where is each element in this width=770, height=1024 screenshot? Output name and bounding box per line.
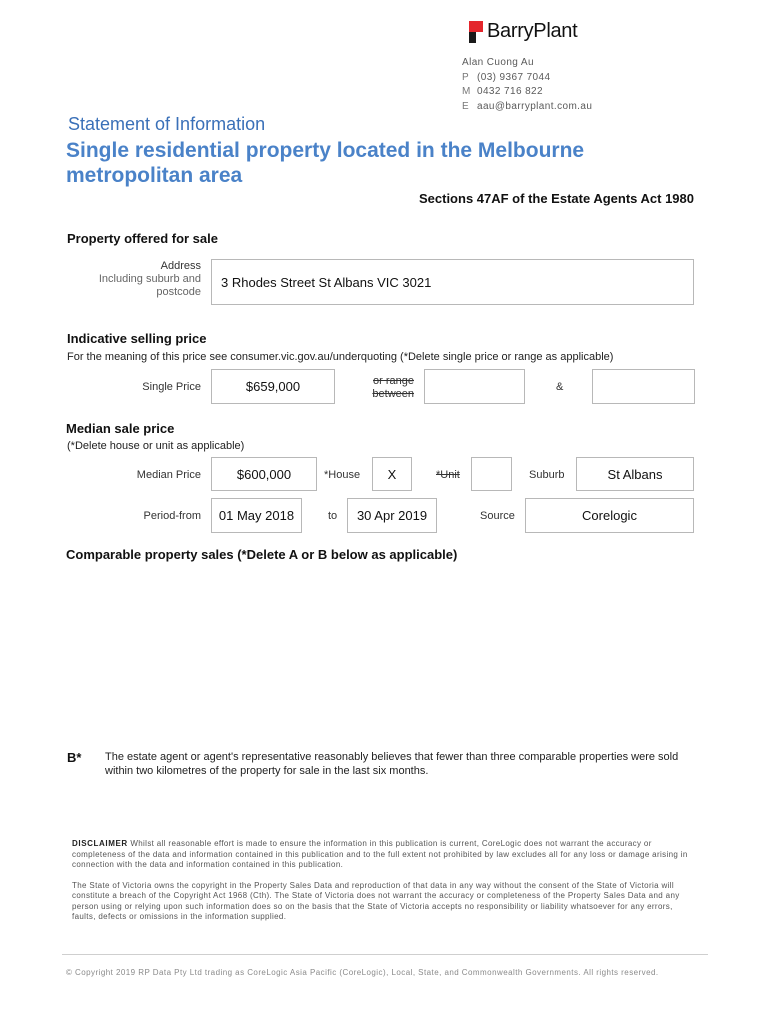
house-value: X — [387, 466, 397, 482]
single-price-value: $659,000 — [245, 379, 301, 394]
median-note: (*Delete house or unit as applicable) — [67, 440, 245, 452]
median-heading: Median sale price — [66, 421, 175, 436]
document-title: Single residential property located in the Melbourne metropolitan area — [66, 139, 585, 187]
address-field[interactable] — [211, 259, 694, 305]
option-b-label: B* — [67, 750, 82, 765]
period-to-value: 30 Apr 2019 — [356, 508, 428, 523]
option-b-text: The estate agent or agent's representative reasonably believes that fewer than three comparable properties were sold within two kilometres of the property for sale in the last six months. — [105, 751, 679, 777]
suburb-field[interactable] — [576, 457, 694, 491]
agent-name: Alan Cuong Au — [462, 57, 534, 68]
disclaimer — [72, 839, 690, 933]
median-price-value: $600,000 — [236, 466, 292, 482]
mobile-label: M — [462, 86, 471, 97]
source-value: Corelogic — [582, 508, 637, 523]
address-label-line: postcode — [156, 286, 201, 298]
agent-phone: (03) 9367 7044 — [477, 71, 551, 83]
period-to-label: to — [328, 510, 338, 522]
phone-label: P — [462, 71, 470, 83]
range-label — [348, 375, 414, 401]
indicative-heading: Indicative selling price — [67, 331, 207, 346]
address-label-line: Address — [160, 260, 201, 272]
single-price-field[interactable] — [211, 369, 335, 404]
email-label: E — [462, 100, 470, 112]
period-from-value: 01 May 2018 — [218, 508, 295, 523]
suburb-label: Suburb — [529, 469, 565, 481]
logo-text: BarryPlant — [487, 20, 578, 42]
source-label: Source — [480, 510, 515, 522]
range-label-line: between — [372, 388, 414, 400]
agent-mobile: 0432 716 822 — [477, 86, 543, 97]
agent-email: aau@barryplant.com.au — [477, 100, 593, 112]
range-low-field[interactable] — [424, 369, 525, 404]
barryplant-logo — [469, 20, 577, 43]
agent-details — [462, 56, 592, 114]
logo-mark-icon — [469, 21, 483, 43]
address-label — [70, 260, 201, 299]
range-ampersand: & — [556, 381, 564, 393]
footer-divider — [62, 954, 708, 955]
address-label-line: Including suburb and — [98, 273, 201, 285]
range-label-line: or range — [373, 375, 414, 387]
source-field[interactable] — [525, 498, 694, 533]
unit-field[interactable] — [471, 457, 512, 491]
period-from-label: Period-from — [143, 510, 201, 522]
disclaimer-label: DISCLAIMER — [72, 839, 128, 848]
median-price-label: Median Price — [136, 469, 201, 481]
house-field[interactable] — [372, 457, 412, 491]
suburb-value: St Albans — [607, 466, 663, 482]
period-from-field[interactable] — [211, 498, 302, 533]
footer-copyright: © Copyright 2019 RP Data Pty Ltd trading as CoreLogic Asia Pacific (CoreLogic), Local, State, and Commonwealth Governments. All rights reserved. — [66, 968, 659, 977]
comparable-heading: Comparable property sales (*Delete A or B below as applicable) — [66, 547, 458, 562]
address-value: 3 Rhodes Street St Albans VIC 3021 — [221, 275, 432, 290]
copyright-notice-text: The State of Victoria owns the copyright in the Property Sales Data and reproduction of that data in any way without the consent of the State of Victoria will constitute a breach of the Copyright Act 1968 (Cth). The State of Victoria does not warrant the accuracy or completeness of the Property Sales Data and any person using or relying upon such information does so on the basis that the State of Victoria accepts no responsibility or liability whatsoever for any errors, faults, defects or omissions in the information supplied. — [72, 880, 680, 921]
period-to-field[interactable] — [347, 498, 437, 533]
act-sections: Sections 47AF of the Estate Agents Act 1980 — [418, 191, 694, 206]
unit-label: *Unit — [436, 469, 460, 481]
statement-heading: Statement of Information — [68, 114, 266, 134]
single-price-label: Single Price — [142, 381, 201, 393]
range-high-field[interactable] — [592, 369, 695, 404]
disclaimer-text: Whilst all reasonable effort is made to ensure the information in this publication is current, CoreLogic does not warrant the accuracy or completeness of the data and information contained in this publication and to the full extent not prohibited by law excludes all for any loss or damage arising in connection with the data and information contained in this publication. — [72, 839, 688, 869]
indicative-note: For the meaning of this price see consumer.vic.gov.au/underquoting (*Delete single price or range as applicable) — [67, 351, 614, 363]
house-label: *House — [324, 469, 361, 481]
property-heading: Property offered for sale — [67, 231, 218, 246]
median-price-field[interactable] — [211, 457, 317, 491]
